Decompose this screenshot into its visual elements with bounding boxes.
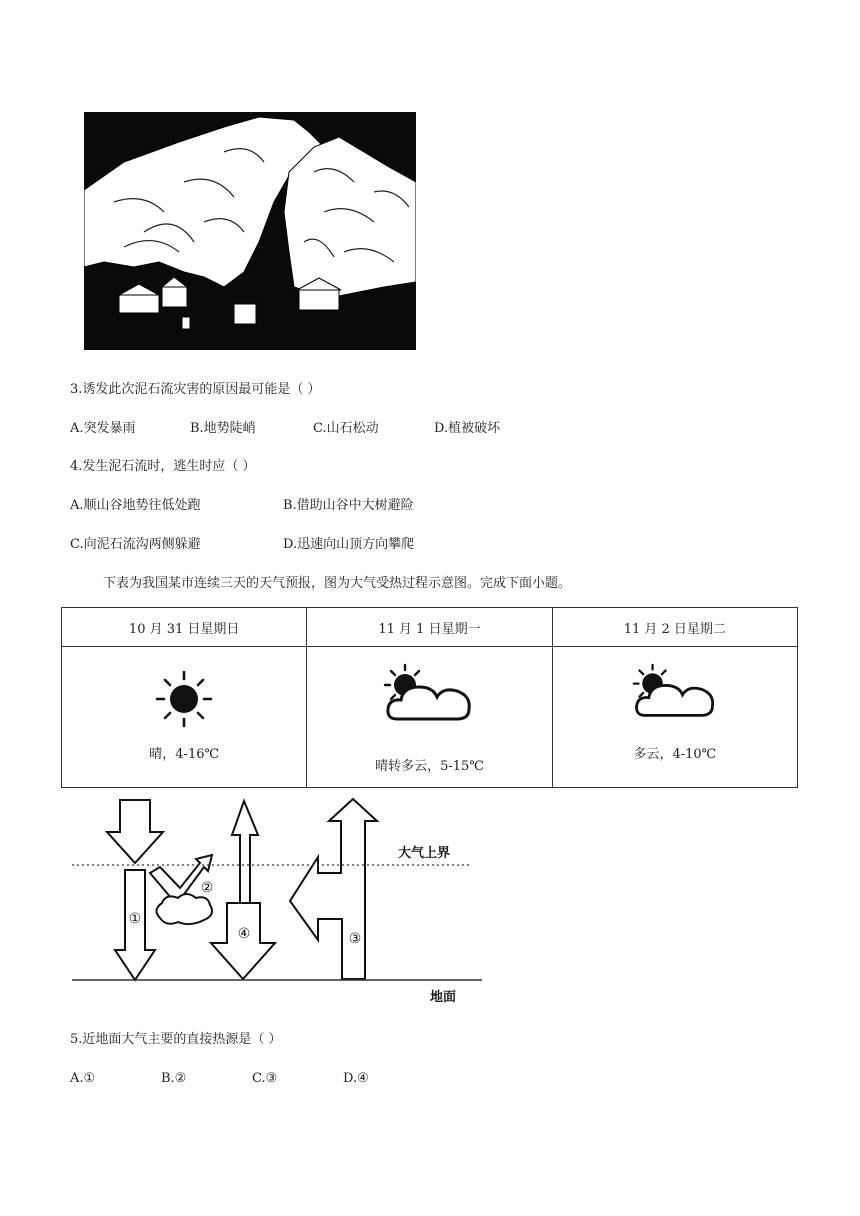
forecast-header-row (62, 608, 798, 647)
forecast-cell-2 (307, 647, 552, 788)
question-3-option-c[interactable]: C.山石松动 (313, 421, 379, 436)
forecast-text-3: 多云，4-10℃ (633, 747, 717, 762)
question-3-stem: 3.诱发此次泥石流灾害的原因最可能是（ ） (70, 382, 321, 397)
forecast-body-row (62, 647, 798, 788)
mudflow-illustration (84, 112, 416, 350)
heating-process-figure (70, 795, 490, 1007)
sun-cloud-icon (381, 663, 477, 725)
marker-2: ② (200, 880, 214, 896)
question-4-option-a[interactable]: A.顺山谷地势往低处跑 (70, 498, 201, 513)
solar-arrow-top (107, 800, 163, 863)
atmospheric-radiation-arrow-up (232, 801, 258, 903)
marker-3: ③ (348, 931, 362, 947)
mudflow-scene (84, 112, 416, 350)
ground-label: 地面 (430, 990, 457, 1005)
forecast-date-1: 10 月 31 日星期日 (62, 608, 307, 647)
question-5-stem: 5.近地面大气主要的直接热源是（ ） (70, 1032, 282, 1047)
ground-radiation-arrow (290, 799, 377, 979)
forecast-cell-3 (552, 647, 797, 788)
forecast-table (61, 607, 798, 788)
question-3-option-d[interactable]: D.植被破坏 (434, 421, 501, 436)
question-4-option-d[interactable]: D.迅速向山顶方向攀爬 (283, 537, 415, 552)
forecast-date-2: 11 月 1 日星期一 (307, 608, 552, 647)
question-5-option-c[interactable]: C.③ (252, 1071, 278, 1086)
question-3-option-a[interactable]: A.突发暴雨 (70, 421, 136, 436)
section-intro: 下表为我国某市连续三天的天气预报，图为大气受热过程示意图。完成下面小题。 (103, 576, 572, 591)
forecast-text-2: 晴转多云，5-15℃ (375, 759, 484, 774)
question-3-option-b[interactable]: B.地势陡峭 (190, 421, 256, 436)
forecast-cell-1 (62, 647, 307, 788)
cloud-shape (156, 894, 212, 924)
question-5-option-a[interactable]: A.① (70, 1071, 96, 1086)
forecast-date-3: 11 月 2 日星期二 (552, 608, 797, 647)
forecast-text-1: 晴，4-16℃ (149, 747, 220, 762)
question-4-option-c[interactable]: C.向泥石流沟两侧躲避 (70, 537, 201, 552)
sun-icon (152, 669, 216, 729)
marker-1: ① (128, 911, 142, 927)
question-5-option-d[interactable]: D.④ (343, 1071, 369, 1086)
marker-4: ④ (237, 926, 251, 942)
question-5-option-b[interactable]: B.② (161, 1071, 187, 1086)
top-of-atmosphere-label: 大气上界 (398, 846, 451, 861)
sun-cloud-icon (630, 663, 720, 721)
atmospheric-heating-diagram (70, 795, 490, 1007)
question-4-option-b[interactable]: B.借助山谷中大树避险 (283, 498, 414, 513)
question-4-stem: 4.发生泥石流时，逃生时应（ ） (70, 459, 256, 474)
